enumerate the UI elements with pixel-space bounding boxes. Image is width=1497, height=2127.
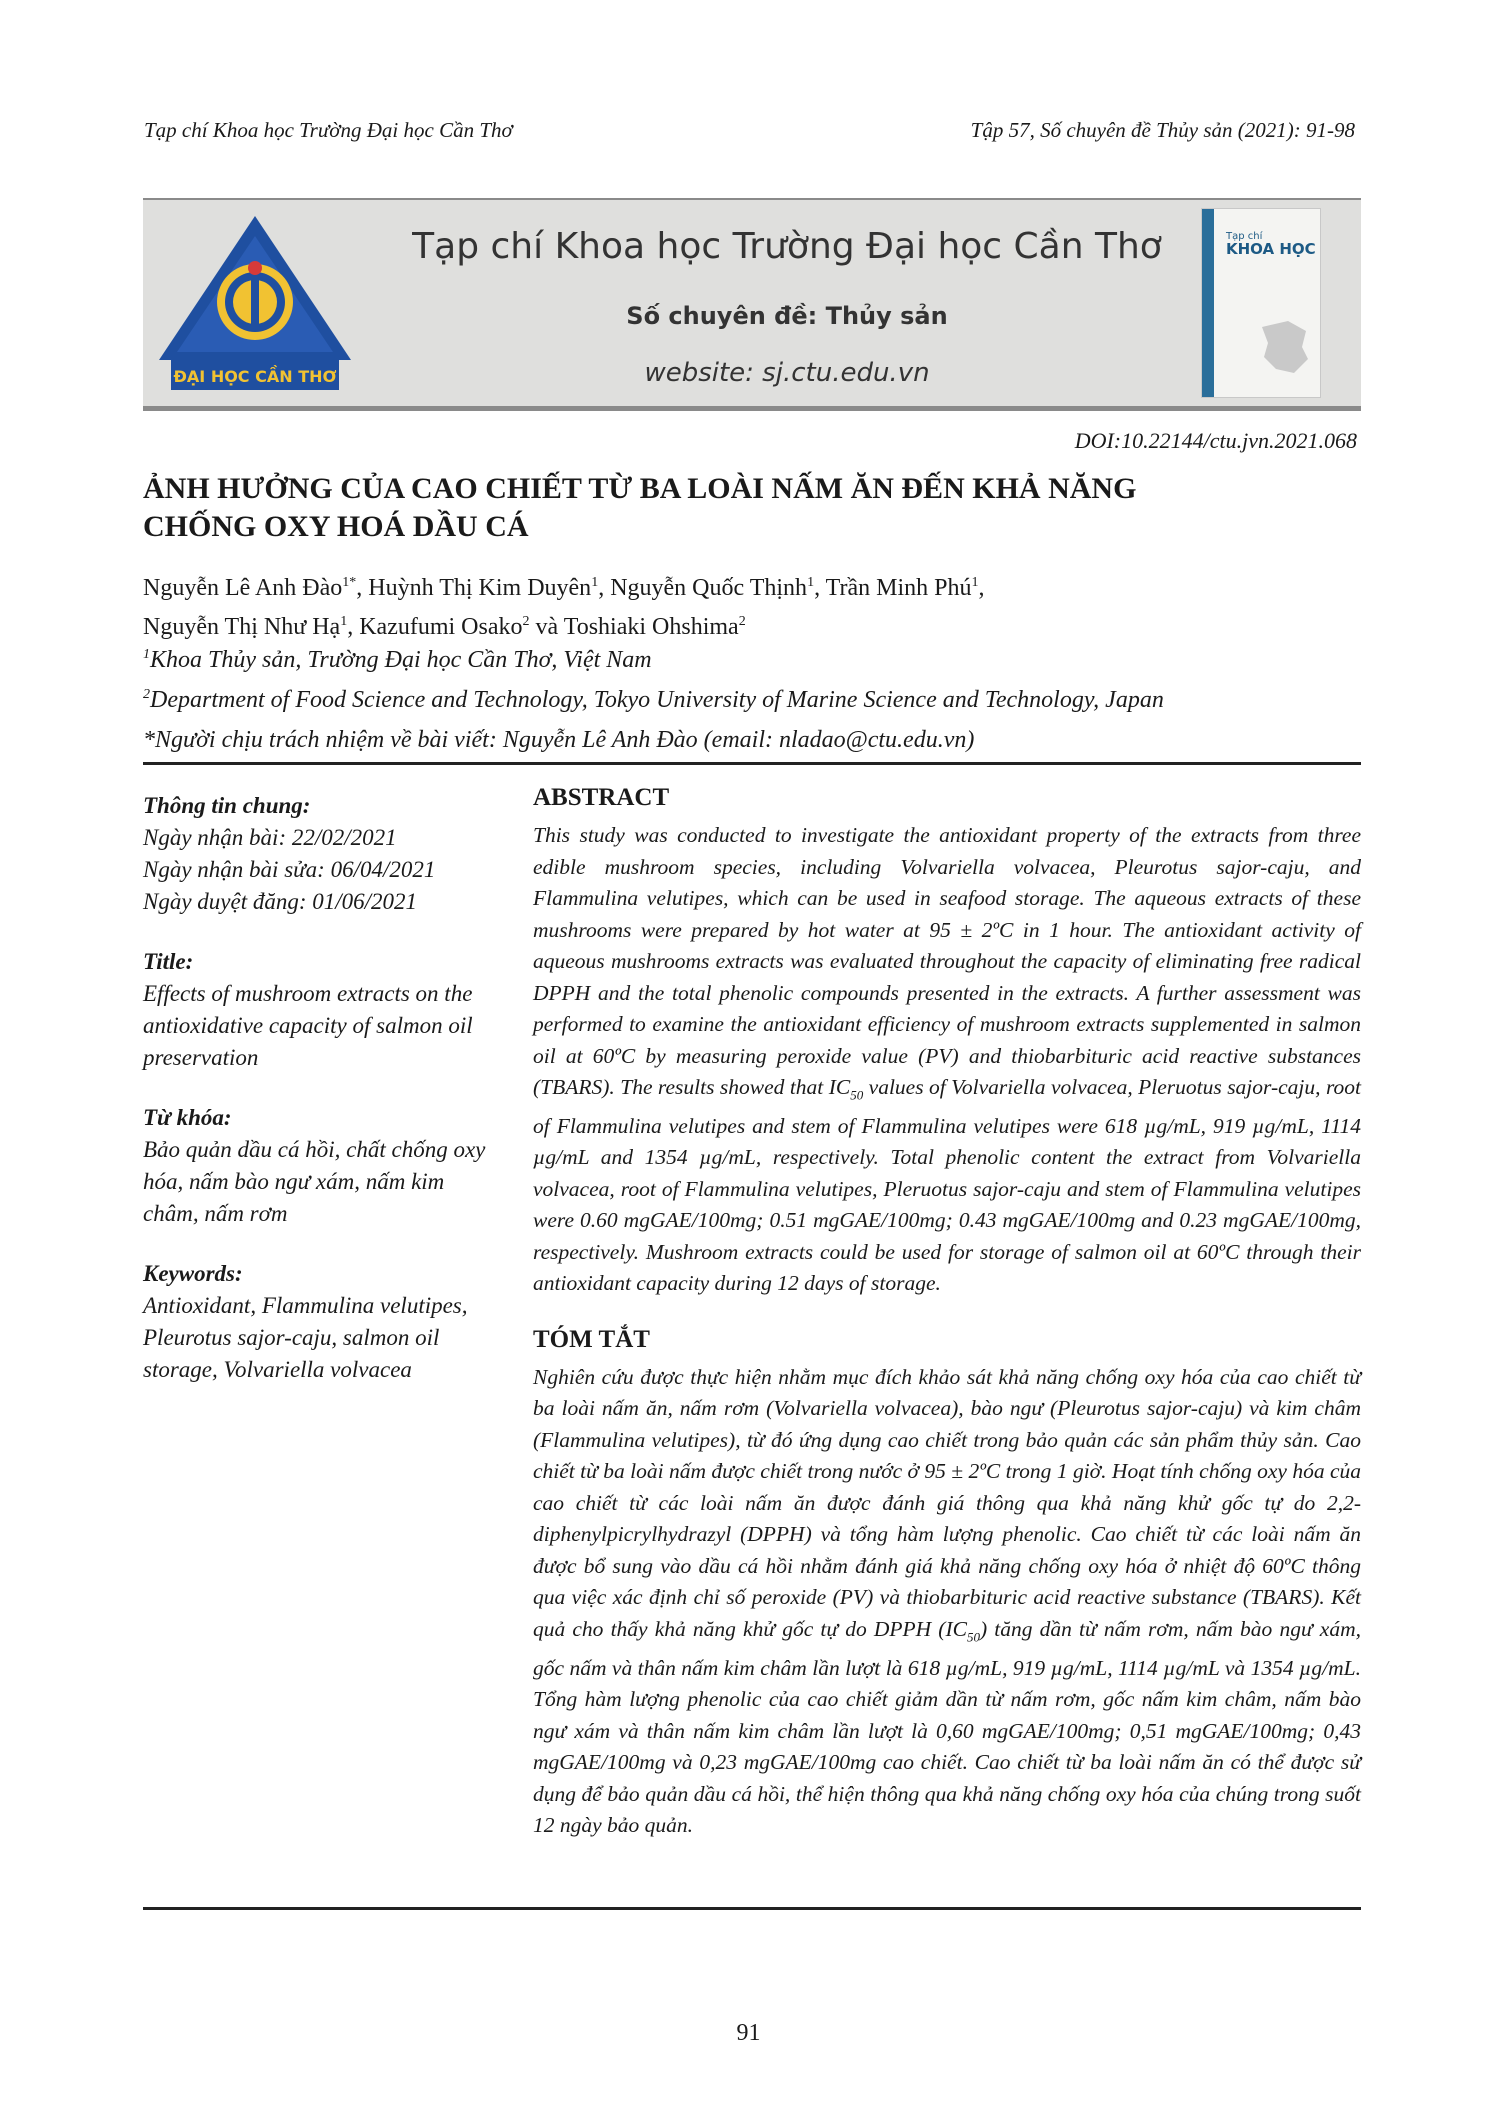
header-rule [143, 762, 1361, 765]
abstract-ic50-subscript: 50 [850, 1087, 864, 1103]
journal-cover-thumbnail [1201, 208, 1321, 398]
vietnamese-keywords-block [143, 1102, 488, 1230]
tomtat-ic50-subscript: 50 [966, 1629, 980, 1645]
tomtat-text-part1: Nghiên cứu được thực hiện nhằm mục đích khảo sát khả năng chống oxy hóa của cao chiết từ ba loài nấm ăn, nấm rơm (Volvariella volvacea), bào ngư (Pleurotus sajor-caju) và kim châm (Flammulina velutipes), từ đó ứng dụng cao chiết trong bảo quản các sản phẩm thủy sản. Cao chiết từ ba loài nấm được chiết trong nước ở 95 ± 2ºC trong 1 giờ. Hoạt tính chống oxy hóa của cao chiết từ các loài nấm ăn được đánh giá thông qua khả năng khử gốc tự do 2,2-diphenylpicrylhydrazyl (DPPH) và tổng hàm lượng phenolic. Cao chiết từ các loài nấm ăn được bổ sung vào dầu cá hồi nhằm đánh giá khả năng chống oxy hóa ở nhiệt độ 60ºC thông qua việc xác định chỉ số peroxide (PV) và thiobarbituric acid reactive substance (TBARS). Kết quả cho thấy khả năng khử gốc tự do DPPH (IC [533, 1364, 1361, 1641]
affiliation-1 [143, 647, 652, 674]
journal-banner [143, 198, 1361, 411]
abstract-column [533, 780, 1361, 1842]
info-block [143, 790, 488, 918]
abstract-text-part2: values of Volvariella volvacea, Pleruotus sajor-caju, root of Flammulina velutipes and stem of Flammulina velutipes were 618 µg/mL, 919 µg/mL, 1114 µg/mL and 1354 µg/mL, respectively. Total phenolic content the extract from Volvariella volvacea, root of Flammulina velutipes, Pleruotus sajor-caju and stem of Flammulina velutipes were 0.60 mgGAE/100mg; 0.51 mgGAE/100mg; 0.43 mgGAE/100mg and 0.23 mgGAE/100mg, respectively. Mushroom extracts could be used for storage of salmon oil at 60ºC through their antioxidant capacity during 12 days of storage. [533, 1075, 1361, 1296]
running-head-journal: Tạp chí Khoa học Trường Đại học Cần Thơ [144, 118, 513, 142]
author-name: Toshiaki Ohshima [563, 614, 739, 640]
author-affiliation-mark: 1 [340, 614, 348, 629]
author-name: Nguyễn Lê Anh Đào [143, 575, 343, 601]
vietnamese-keywords-heading: Từ khóa: [143, 1105, 232, 1130]
cover-heading [1226, 231, 1316, 258]
university-logo-icon [151, 210, 359, 398]
author-affiliation-mark: 1 [971, 575, 979, 590]
author-name: Nguyễn Quốc Thịnh [610, 575, 808, 601]
cover-map-icon [1254, 317, 1312, 377]
running-head-volume: Tập 57, Số chuyên đề Thủy sản (2021): 91-98 [970, 118, 1355, 142]
corresponding-author: *Người chịu trách nhiệm về bài viết: Nguyễn Lê Anh Đào (email: nladao@ctu.edu.vn) [143, 727, 975, 753]
author-affiliation-mark: 2 [522, 614, 530, 629]
banner-website[interactable]: website: sj.ctu.edu.vn [644, 358, 930, 388]
vietnamese-keywords-text: Bảo quản dầu cá hồi, chất chống oxy hóa, nấm bào ngư xám, nấm kim châm, nấm rơm [143, 1137, 486, 1226]
keywords-heading: Keywords: [143, 1261, 243, 1286]
tomtat-heading: TÓM TẮT [533, 1325, 650, 1353]
banner-text [393, 200, 1181, 406]
doi[interactable]: DOI:10.22144/ctu.jvn.2021.068 [1074, 428, 1357, 453]
tomtat-text-part2: ) tăng dần từ nấm rơm, nấm bào ngư xám, gốc nấm và thân nấm kim châm lần lượt là 618 µg/mL, 919 µg/mL, 1114 µg/mL và 1354 µg/mL. Tổng hàm lượng phenolic của cao chiết giảm dần từ nấm rơm, gốc nấm kim châm, nấm bào ngư xám và thân nấm kim châm lần lượt là 0,60 mgGAE/100mg; 0,51 mgGAE/100mg; 0,43 mgGAE/100mg và 0,23 mgGAE/100mg cao chiết. Cao chiết từ ba loài nấm ăn có thể được sử dụng để bảo quản dầu cá hồi, thể hiện thông qua khả năng chống oxy hóa của chúng trong suốt 12 ngày bảo quản. [533, 1616, 1361, 1838]
author-name: Trần Minh Phú [825, 575, 972, 601]
english-title-heading: Title: [143, 949, 194, 974]
received-date: Ngày nhận bài: 22/02/2021 [143, 825, 397, 850]
tomtat-text [533, 1362, 1361, 1842]
accepted-date: Ngày duyệt đăng: 01/06/2021 [143, 889, 418, 914]
author-affiliation-mark: 1* [342, 575, 357, 590]
cover-line1: Tạp chí [1226, 231, 1263, 242]
article-info-sidebar [143, 790, 488, 1414]
abstract-text [533, 820, 1361, 1300]
affiliation-mark: 1 [143, 647, 150, 662]
footer-rule [143, 1907, 1361, 1910]
affiliation-2 [143, 687, 1164, 714]
author-list: Nguyễn Lê Anh Đào$^{1*}$, Huỳnh Thị Kim Duyên$^1$, Nguyễn Quốc Thịnh$^1$, Trần Minh Phú$^1$, Nguyễn Thị Như Hạ$^1$, Kazufumi Osako$^2$ và Toshiaki Ohshima$^2$ [143, 575, 985, 640]
logo-lettering: ĐẠI HỌC CẦN THƠ [173, 367, 337, 386]
keywords-text: Antioxidant, Flammulina velutipes, Pleurotus sajor-caju, salmon oil storage, Volvariella volvacea [143, 1293, 468, 1382]
paper-title: ẢNH HƯỞNG CỦA CAO CHIẾT TỪ BA LOÀI NẤM ĂN ĐẾN KHẢ NĂNG CHỐNG OXY HOÁ DẦU CÁ [143, 472, 1137, 543]
english-title-text: Effects of mushroom extracts on the antioxidative capacity of salmon oil preservation [143, 981, 473, 1070]
abstract-text-part1: This study was conducted to investigate the antioxidant property of the extracts from three edible mushroom species, including Volvariella volvacea, Pleurotus sajor-caju, and Flammulina velutipes, which can be used in seafood storage. The aqueous extracts of these mushrooms were prepared by hot water at 95 ± 2ºC in 1 hour. The antioxidant activity of aqueous mushrooms extracts was evaluated throughout the capacity of eliminating free radical DPPH and the total phenolic compounds presented in the extracts. A further assessment was performed to examine the antioxidant efficiency of mushroom extracts supplemented in salmon oil at 60ºC by measuring peroxide value (PV) and thiobarbituric acid reactive substances (TBARS). The results showed that IC [533, 823, 1361, 1099]
affiliation-mark: 2 [143, 687, 150, 702]
running-head [144, 118, 1355, 148]
author-affiliation-mark: 1 [591, 575, 599, 590]
affiliation-text: Department of Food Science and Technology, Tokyo University of Marine Science and Technology, Japan [150, 687, 1164, 713]
author-name: Kazufumi Osako [359, 614, 523, 640]
english-title-block [143, 946, 488, 1074]
author-name: Huỳnh Thị Kim Duyên [368, 575, 592, 601]
cover-line2: KHOA HỌC [1226, 240, 1316, 258]
banner-issue: Số chuyên đề: Thủy sản [626, 302, 948, 330]
banner-journal-title: Tạp chí Khoa học Trường Đại học Cần Thơ [412, 226, 1162, 267]
author-affiliation-mark: 2 [738, 614, 746, 629]
revised-date: Ngày nhận bài sửa: 06/04/2021 [143, 857, 436, 882]
affiliation-text: Khoa Thủy sản, Trường Đại học Cần Thơ, Việt Nam [150, 647, 652, 673]
page-number: 91 [736, 2020, 761, 2046]
cover-strip [1202, 209, 1214, 397]
author-affiliation-mark: 1 [807, 575, 815, 590]
author-conjunction: và [535, 614, 559, 640]
info-heading: Thông tin chung: [143, 793, 311, 818]
keywords-block [143, 1258, 488, 1386]
abstract-heading: ABSTRACT [533, 784, 670, 811]
author-name: Nguyễn Thị Như Hạ [143, 614, 341, 640]
